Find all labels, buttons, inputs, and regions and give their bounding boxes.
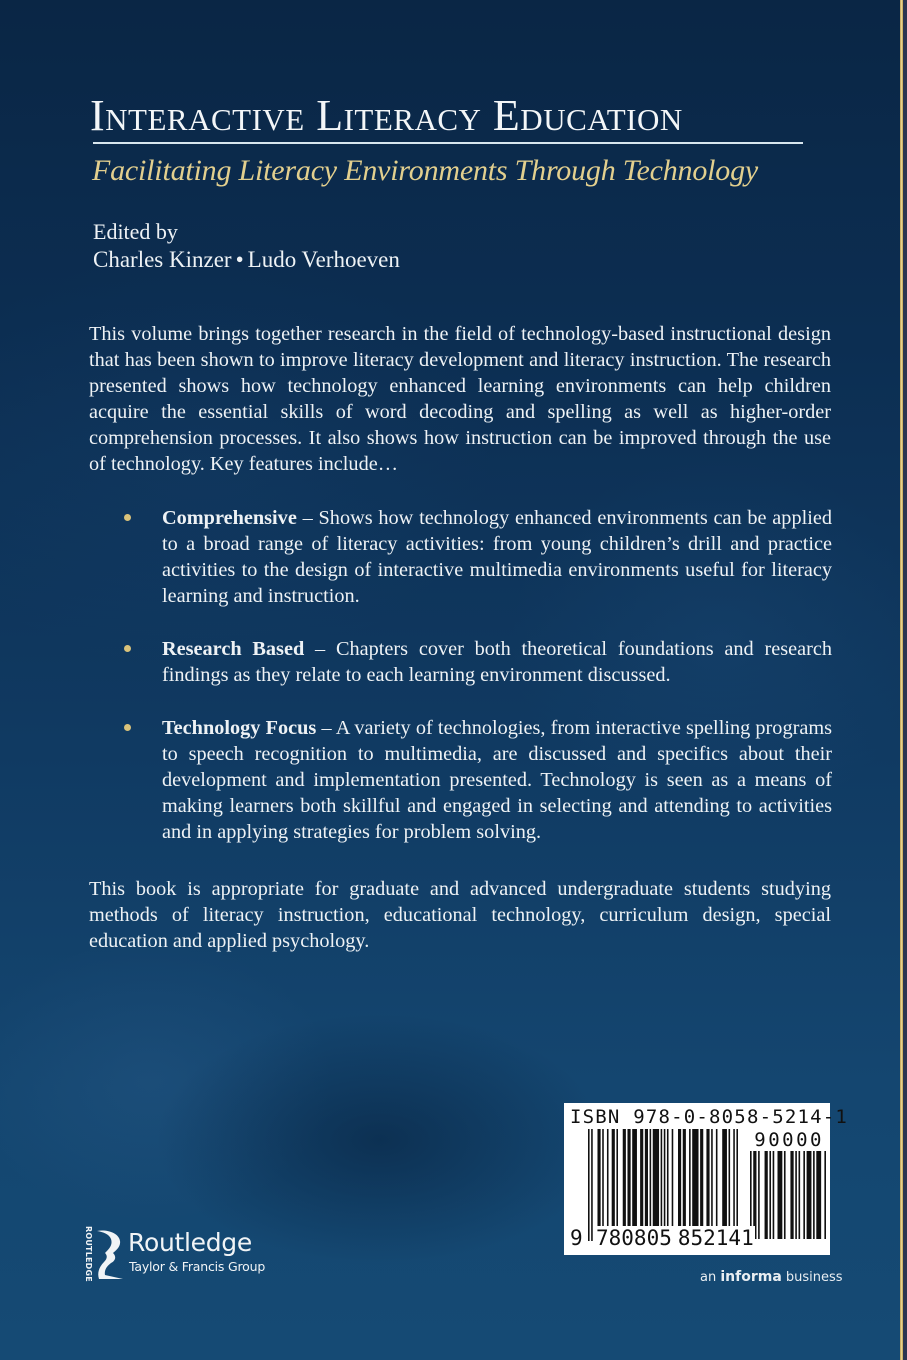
- barcode-bar: [588, 1129, 590, 1241]
- feature-term: Comprehensive: [162, 507, 297, 529]
- price-code: 90000: [754, 1129, 824, 1151]
- barcode-bar: [799, 1151, 801, 1239]
- edited-by-label: Edited by: [93, 219, 178, 244]
- barcode-bar: [790, 1151, 793, 1239]
- barcode-bar: [722, 1129, 727, 1231]
- barcode-bar: [716, 1129, 718, 1231]
- barcode-bar: [795, 1151, 797, 1239]
- intro-paragraph: This volume brings together research in the field of technology-based instructional design that has been shown to improve literacy development and literacy instruction. The research presented shows how technology enhanced learning environments can help children acquire the essential skills of word decoding and spelling as well as higher-order comprehension processes. It also shows how instruction can be improved through the use of technology. Key features include…: [89, 323, 831, 475]
- barcode-bar: [769, 1151, 771, 1239]
- closing-paragraph: This book is appropriate for graduate and advanced undergraduate students studying methods of literacy instruction, educational technology, curriculum design, special education and applied psychology.: [89, 878, 831, 952]
- isbn-barcode: [564, 1103, 849, 1255]
- book-title: Interactive Literacy Education: [90, 91, 683, 140]
- barcode-bar: [602, 1129, 604, 1231]
- barcode-bar: [777, 1151, 782, 1239]
- informa-brand: informa: [720, 1269, 782, 1285]
- barcode-bar: [650, 1129, 652, 1231]
- barcode-bar: [640, 1129, 643, 1231]
- bullet-icon: [124, 645, 131, 652]
- feature-item: [120, 505, 832, 609]
- barcode-bar: [736, 1129, 738, 1241]
- feature-dash: –: [296, 507, 319, 529]
- feature-item: [120, 715, 832, 845]
- barcode-bar: [683, 1129, 686, 1231]
- barcode-bar: [672, 1129, 674, 1231]
- ean-group-1: 780805: [596, 1226, 672, 1250]
- ean-first-digit: 9: [570, 1226, 583, 1250]
- barcode-bar: [645, 1129, 648, 1231]
- routledge-logo: [82, 1226, 282, 1284]
- barcode-bar: [706, 1129, 709, 1231]
- bullet-icon: [124, 514, 131, 521]
- feature-dash: –: [316, 717, 336, 739]
- feature-text: A variety of technologies, from interactive spelling programs to speech recognition to multimedia, are discussed and specifics about their development and implementation presented. Technology is seen as a means of making learners both skillful and engaged in selecting and attending to activities and in applying strategies for problem solving.: [162, 717, 833, 843]
- barcode-bar: [807, 1151, 812, 1239]
- barcode-bar: [784, 1151, 786, 1239]
- barcode-bar: [758, 1151, 760, 1239]
- book-subtitle: Facilitating Literacy Environments Through Technology: [92, 154, 759, 187]
- barcode-bar: [765, 1151, 768, 1239]
- publisher-group: Taylor & Francis Group: [129, 1259, 266, 1274]
- editors-line: [93, 245, 400, 275]
- isbn-label: ISBN 978-0-8058-5214-1: [570, 1106, 849, 1128]
- barcode-bar: [678, 1129, 681, 1231]
- barcode-bar: [632, 1129, 637, 1231]
- feature-item: [120, 636, 832, 688]
- barcode-bar: [700, 1129, 703, 1231]
- barcode-bar: [661, 1129, 663, 1241]
- routledge-r-icon: [95, 1229, 125, 1281]
- barcode-bar: [667, 1129, 669, 1231]
- barcode-bar: [803, 1151, 805, 1239]
- feature-text: Shows how technology enhanced environments can be applied to a broad range of literacy activities: from young children’s drill and practice activities to the design of interactive multimedia environments useful for literacy learning and instruction.: [162, 507, 833, 607]
- logo-vertical-text: ROUTLEDGE: [84, 1226, 93, 1282]
- barcode-bar: [627, 1129, 630, 1231]
- barcode-bar: [689, 1129, 691, 1231]
- barcode-addon-bars: [750, 1151, 826, 1239]
- publisher-name: Routledge: [128, 1228, 252, 1257]
- barcode-bar: [813, 1151, 815, 1239]
- title-divider: [93, 142, 803, 144]
- barcode-bar: [733, 1129, 735, 1241]
- barcode-bar: [607, 1129, 609, 1231]
- barcode-main-bars: [588, 1129, 738, 1241]
- cover-edge: [903, 0, 907, 1360]
- feature-dash: –: [304, 638, 336, 660]
- editor-separator: •: [235, 247, 244, 272]
- ean-group-2: 852141: [677, 1226, 754, 1250]
- barcode-bar: [623, 1129, 626, 1231]
- informa-tagline: [700, 1268, 843, 1287]
- editor-name: Charles Kinzer: [93, 247, 232, 272]
- informa-prefix: an: [700, 1270, 717, 1285]
- feature-term: Research Based: [162, 638, 305, 660]
- editor-name: Ludo Verhoeven: [247, 247, 400, 272]
- ean-digits: [595, 1226, 755, 1250]
- barcode-bar: [612, 1129, 615, 1231]
- barcode-bar: [711, 1129, 713, 1231]
- barcode-bar: [773, 1151, 775, 1239]
- barcode-bar: [591, 1129, 593, 1241]
- barcode-bar: [664, 1129, 666, 1241]
- feature-text: Chapters cover both theoretical foundations and research findings as they relate to each learning environment discussed.: [162, 638, 833, 686]
- barcode-bar: [597, 1129, 600, 1231]
- barcode-bar: [692, 1129, 698, 1231]
- barcode-bar: [816, 1151, 821, 1239]
- barcode-bar: [729, 1129, 731, 1231]
- feature-term: Technology Focus: [162, 717, 317, 739]
- bullet-icon: [124, 724, 131, 731]
- barcode-bar: [824, 1151, 826, 1239]
- barcode-bar: [653, 1129, 659, 1231]
- key-features-list: [120, 505, 832, 872]
- informa-suffix: business: [785, 1270, 843, 1285]
- barcode-bar: [616, 1129, 618, 1231]
